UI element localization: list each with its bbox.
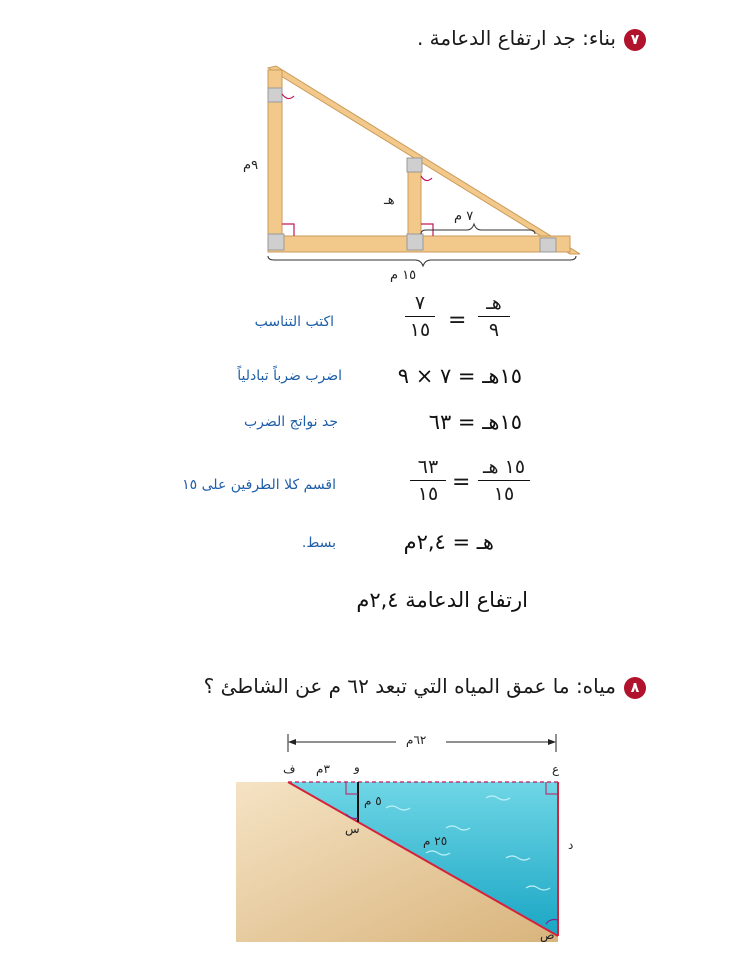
- step-label-4: اقسم كلا الطرفين على ١٥: [182, 477, 336, 493]
- step-label-3: جد نواتج الضرب: [243, 414, 338, 430]
- label-f: ف: [283, 762, 296, 776]
- question-7: [417, 26, 646, 51]
- question-7-text: بناء: جد ارتفاع الدعامة .: [416, 26, 616, 50]
- step-expr-5: هـ = ٢,٤م: [403, 530, 494, 554]
- label-height-9m: ٩م: [243, 158, 259, 173]
- fraction-rhs-4: ٦٣ ١٥: [410, 456, 446, 505]
- question-number-badge: ٧: [624, 29, 646, 51]
- question-number-badge: ٨: [624, 677, 646, 699]
- label-62m: ٦٢م: [406, 733, 427, 747]
- equals-sign-1: =: [448, 308, 467, 333]
- fraction-lhs-1: هـ ٩: [478, 292, 510, 341]
- answer-text: ارتفاع الدعامة ٢,٤م: [356, 588, 528, 612]
- step-label-5: بسط.: [301, 535, 336, 551]
- question-8-text: مياه: ما عمق المياه التي تبعد ٦٢ م عن الشاطئ ؟: [203, 674, 616, 698]
- label-d: د: [568, 838, 574, 852]
- truss-diagonal-beam: [268, 66, 580, 254]
- label-s: س: [345, 822, 360, 836]
- equals-sign-4: =: [452, 470, 471, 495]
- water-depth-figure: [236, 728, 576, 943]
- step-label-2: اضرب ضرباً تبادلياً: [237, 368, 342, 384]
- label-3m: ٣م: [316, 762, 330, 776]
- label-ain: ع: [552, 762, 560, 776]
- truss-figure: [240, 58, 580, 288]
- fraction-rhs-1: ٧ ١٥: [405, 292, 435, 341]
- fraction-lhs-4: ١٥ هـ ١٥: [478, 456, 530, 505]
- label-h: هـ: [384, 193, 395, 208]
- step-expr-3: ١٥هـ = ٦٣: [428, 410, 522, 434]
- label-5m: ٥ م: [364, 794, 382, 808]
- label-w: و: [354, 760, 360, 774]
- step-label-1: اكتب التناسب: [254, 314, 334, 330]
- step-expr-2: ١٥هـ = ٧ × ٩: [397, 364, 522, 388]
- label-15m: ١٥ م: [390, 268, 417, 283]
- question-8: [204, 674, 646, 699]
- label-25m: ٢٥ م: [423, 834, 448, 848]
- label-7m: ٧ م: [454, 209, 474, 224]
- label-sad: ص: [540, 928, 555, 942]
